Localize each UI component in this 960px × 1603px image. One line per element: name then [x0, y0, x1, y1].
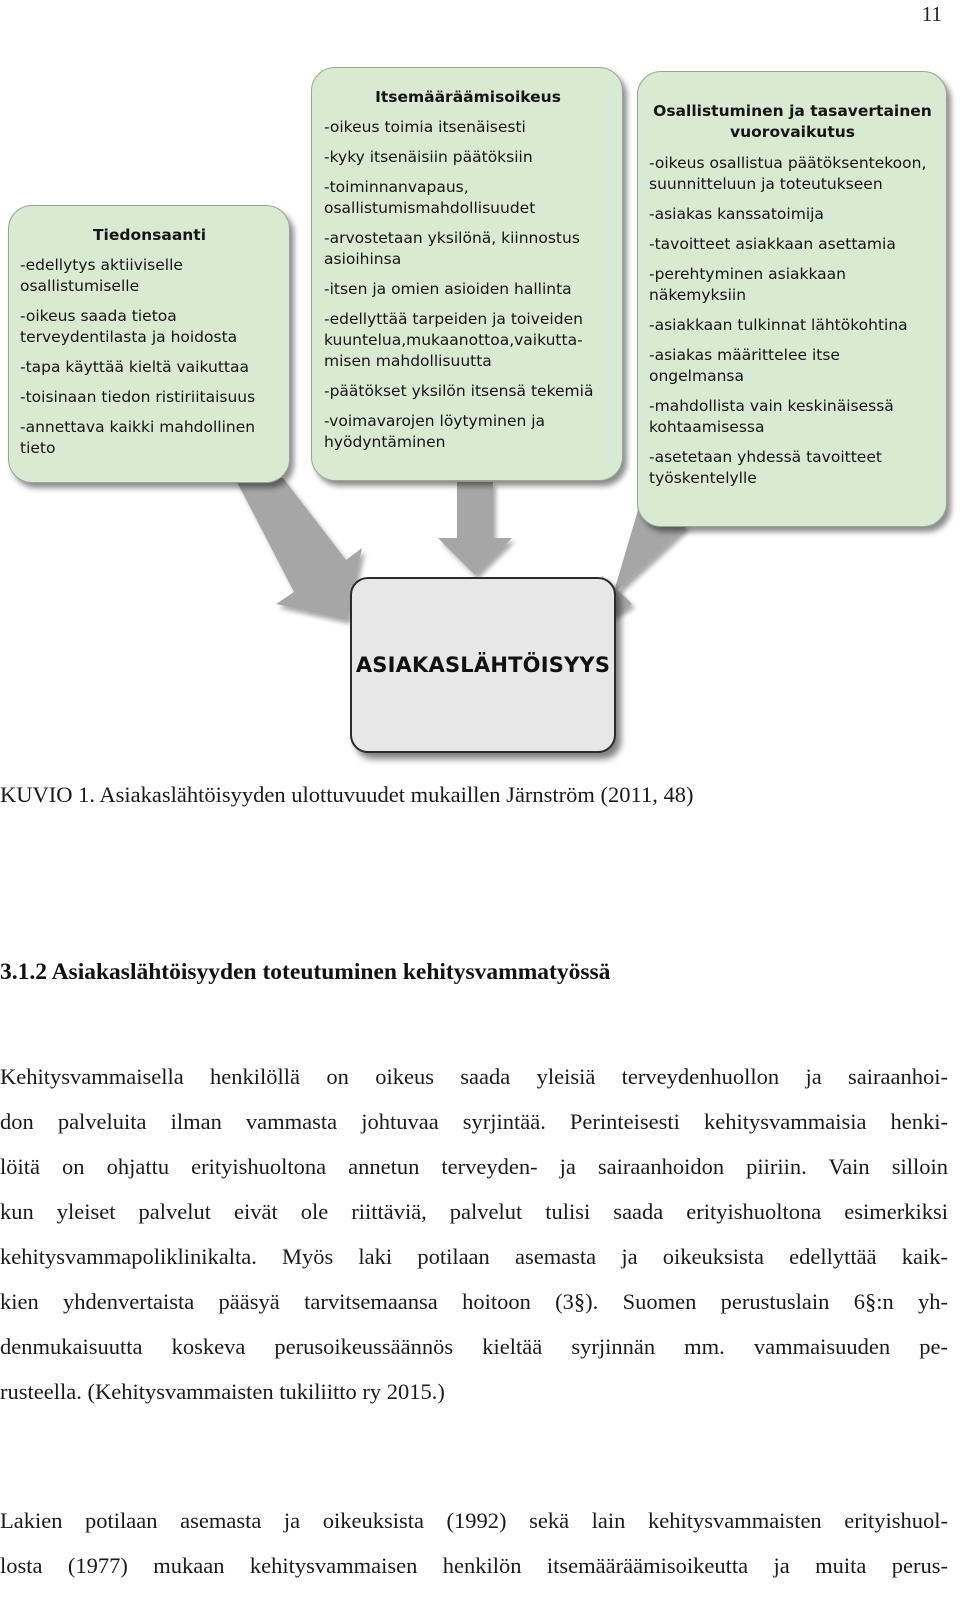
paragraph-line: Kehitysvammaisella henkilöllä on oikeus saada yleisiä terveydenhuollon ja sairaanhoi-: [0, 1064, 948, 1089]
paragraph-line: löitä on ohjattu erityishuoltona annetun terveyden- ja sairaanhoidon piiriin. Vain silloin: [0, 1154, 948, 1179]
box-list-item: -toiminnanvapaus, osallistumismahdollisuudet: [324, 178, 536, 217]
paragraph-line: rusteella. (Kehitysvammaisten tukiliitto ry 2015.): [0, 1379, 445, 1404]
box-list-item: -asiakkaan tulkinnat lähtökohtina: [649, 316, 908, 334]
box-list-item: -asiakas määrittelee itse ongelmansa: [649, 346, 840, 385]
paragraph-line: Lakien potilaan asemasta ja oikeuksista (1992) sekä lain kehitysvammaisten erityishuol-: [0, 1508, 948, 1533]
box-list-item: -voimavarojen löytyminen ja hyödyntäminen: [324, 412, 546, 451]
box-items: [20, 255, 279, 459]
box-items: [649, 153, 936, 489]
box-list-item: -toisinaan tiedon ristiriitaisuus: [20, 388, 256, 406]
box-list-item: -annettava kaikki mahdollinen tieto: [20, 418, 256, 457]
box-title: Itsemääräämisoikeus: [375, 88, 561, 106]
paragraph-1: [0, 1054, 948, 1414]
box-list-item: -päätökset yksilön itsensä tekemiä: [324, 382, 594, 400]
box-list-item: -mahdollista vain keskinäisessä kohtaamisessa: [649, 397, 894, 436]
arrow-left-icon: [235, 478, 362, 620]
box-list-item: -oikeus osallistua päätöksentekoon, suunnitteluun ja toteutukseen: [649, 154, 927, 193]
box-title: Tiedonsaanti: [92, 226, 207, 244]
box-list-item: -itsen ja omien asioiden hallinta: [324, 280, 572, 298]
arrow-middle-icon: [438, 482, 512, 575]
box-list-item: -tavoitteet asiakkaan asettamia: [649, 235, 896, 253]
box-list-item: -oikeus toimia itsenäisesti: [324, 118, 526, 136]
box-list-item: -arvostetaan yksilönä, kiinnostus asioihinsa: [324, 229, 580, 268]
box-tiedonsaanti: [8, 205, 290, 483]
box-list-item: -tapa käyttää kieltä vaikuttaa: [20, 358, 249, 376]
box-osallistuminen: [637, 71, 947, 527]
box-list-item: -asetetaan yhdessä tavoitteet työskentelylle: [649, 448, 882, 487]
figure-caption: KUVIO 1. Asiakaslähtöisyyden ulottuvuudet mukaillen Järnström (2011, 48): [0, 782, 694, 807]
paragraph-line: losta (1977) mukaan kehitysvammaisen henkilön itsemääräämisoikeutta ja muita perus-: [0, 1553, 948, 1578]
page-number: 11: [921, 2, 942, 26]
paragraph-line: kun yleiset palvelut eivät ole riittäviä, palvelut tulisi saada erityishuoltona esimerkiksi: [0, 1199, 948, 1224]
paragraph-line: don palveluita ilman vammasta johtuvaa syrjintää. Perinteisesti kehitysvammaisia henki-: [0, 1109, 948, 1134]
section-heading: 3.1.2 Asiakaslähtöisyyden toteutuminen kehitysvammatyössä: [0, 959, 611, 985]
box-list-item: -kyky itsenäisiin päätöksiin: [324, 148, 533, 166]
box-itsemaaraamisoikeus: [311, 67, 623, 481]
box-items: [324, 117, 612, 453]
box-list-item: -edellyttää tarpeiden ja toiveiden kuuntelua,mukaanottoa,vaikutta- misen mahdollisuutta: [324, 310, 583, 370]
box-list-item: -perehtyminen asiakkaan näkemyksiin: [649, 265, 847, 304]
paragraph-line: denmukaisuutta koskeva perusoikeussäännös kieltää syrjinnän mm. vammaisuuden pe-: [0, 1334, 948, 1359]
paragraph-line: kien yhdenvertaista pääsyä tarvitsemaansa hoitoon (3§). Suomen perustuslain 6§:n yh-: [0, 1289, 948, 1314]
center-box-asiakaslahtoisyys: ASIAKASLÄHTÖISYYS: [350, 577, 616, 753]
box-title: Osallistuminen ja tasavertainen vuorovaikutus: [653, 102, 932, 141]
paragraph-line: kehitysvammapoliklinikalta. Myös laki potilaan asemasta ja oikeuksista edellyttää kaik-: [0, 1244, 948, 1269]
box-list-item: -asiakas kanssatoimija: [649, 205, 824, 223]
box-list-item: -oikeus saada tietoa terveydentilasta ja hoidosta: [20, 307, 238, 346]
paragraph-2: [0, 1498, 948, 1588]
box-list-item: -edellytys aktiiviselle osallistumiselle: [20, 256, 183, 295]
